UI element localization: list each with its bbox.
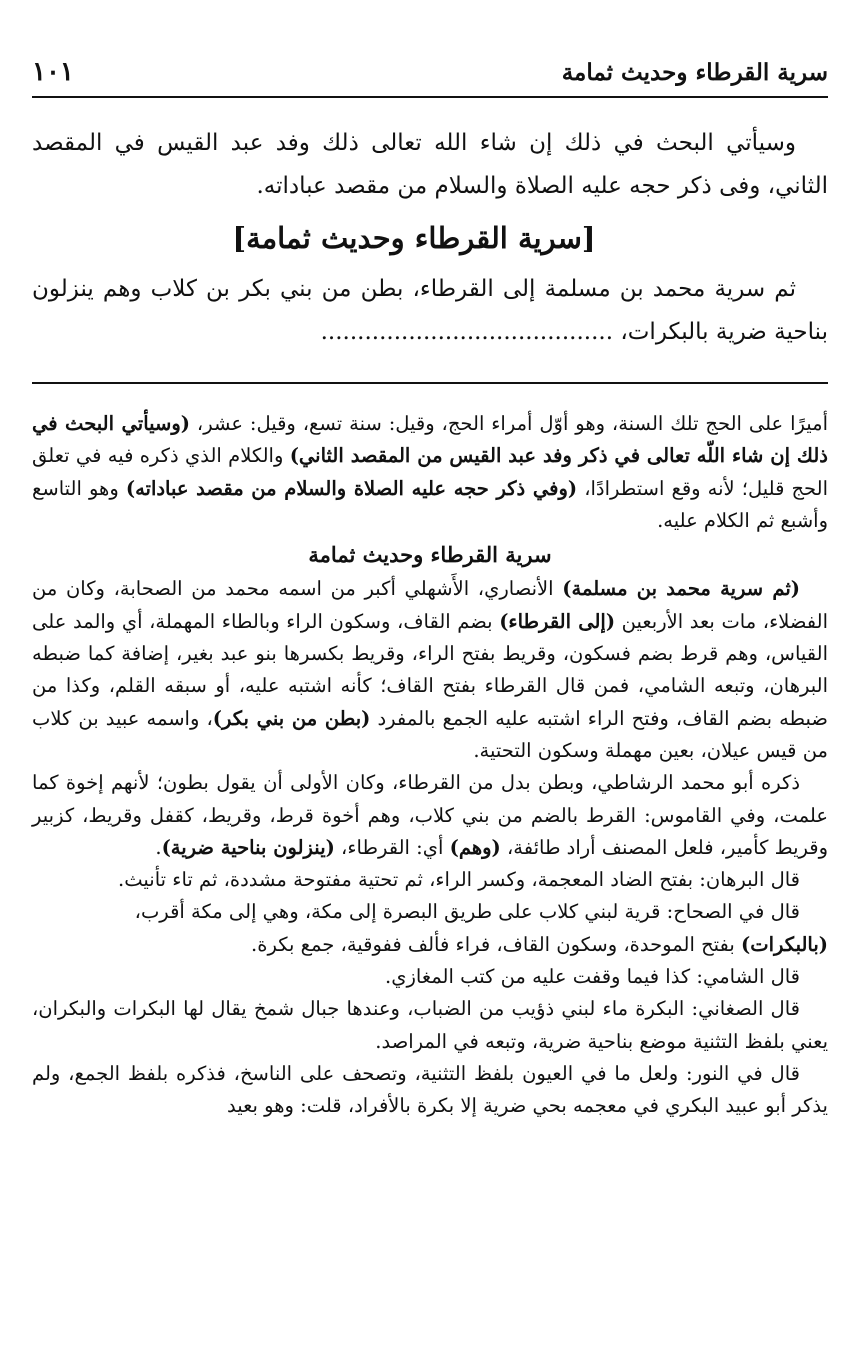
commentary-text-run: والكلام الذي ذكره فيه في تعلق الحج قليل؛ لأنه وقع استطرادًا،	[32, 444, 829, 500]
running-title: سرية القرطاء وحديث ثمامة	[561, 58, 828, 86]
page-header	[32, 52, 828, 92]
commentary-paragraph-7: قال الشامي: كذا فيما وقفت عليه من كتب المغازي.	[385, 965, 800, 989]
quoted-matn: (إلى القرطاء)	[499, 609, 616, 633]
commentary-text-run: ، واسمه عبيد بن كلاب من قيس عيلان، بعين مهملة وسكون التحتية.	[32, 706, 828, 762]
commentary-text-run: أميرًا على الحج تلك السنة، وهو أوّل أمراء الحج، وقيل: سنة تسع، وقيل: عشر،	[190, 412, 828, 435]
commentary-text-run: بفتح الموحدة، وسكون القاف، فراء فألف ففوقية، جمع بكرة.	[251, 932, 742, 956]
commentary-paragraph-1	[32, 408, 828, 537]
commentary-paragraph-5: قال في الصحاح: قرية لبني كلاب على طريق البصرة إلى مكة، وهي إلى مكة أقرب،	[134, 900, 800, 924]
commentary-paragraph-8: قال الصغاني: البكرة ماء لبني ذؤيب من الضباب، وعندها جبال شمخ يقال لها البكرات والبكران، يعني بلفظ التثنية موضع بناحية ضرية، وتبعه في المراصد.	[32, 997, 828, 1053]
commentary-text	[32, 408, 828, 1123]
commentary-text-run: .	[155, 835, 162, 859]
commentary-sub-heading: سرية القرطاء وحديث ثمامة	[308, 542, 552, 568]
quoted-matn: (وفي ذكر حجه عليه الصلاة والسلام من مقصد عباداته)	[125, 476, 578, 500]
commentary-text-run: أي: القرطاء،	[334, 835, 450, 859]
quoted-matn: (بالبكرات)	[741, 932, 828, 956]
commentary-paragraph-4: قال البرهان: بفتح الضاد المعجمة، وكسر الراء، ثم تحتية مفتوحة مشددة، ثم تاء تأنيث.	[118, 868, 800, 892]
commentary-text-run: ذكره أبو محمد الرشاطي، وبطن بدل من القرطاء، وكان الأولى أن يقول بطون؛ لأنهم إخوة كما علمت، وفي القاموس: القرط بالضم من بني كلاب، وهم أخوة قرط، وقريط، كقفل وقريط، كزبير وقريط كأمير، فلعل المصنف أراد طائفة،	[32, 771, 828, 859]
main-text-paragraph-2	[32, 268, 828, 354]
section-heading: [سرية القرطاء وحديث ثمامة]	[232, 221, 596, 255]
quoted-matn: (ثم سرية محمد بن مسلمة)	[562, 577, 800, 601]
quoted-matn: (وهم)	[449, 835, 501, 859]
quoted-matn: (ينزلون بناحية ضرية)	[161, 835, 335, 859]
footnote-rule	[32, 382, 828, 384]
commentary-text-run: وهو التاسع وأشبع ثم الكلام عليه.	[32, 476, 828, 532]
quoted-matn: (بطن من بني بكر)	[212, 706, 371, 730]
commentary-text-run: بضم القاف، وسكون الراء وبالطاء المهملة، أي والمد على القياس، وهم قرط بضم فسكون، وقريط بفتح الراء، وقريط بكسرها بنو عبد بغير، إضافة كما ضبطه البرهان، وتبعه الشامي، فمن قال القرطاء بفتح القاف؛ كأنه اشتبه عليه، أو سبقه القلم، وكذا من ضبطه بضم القاف، وفتح الراء اشتبه عليه الجمع بالمفرد	[32, 609, 828, 730]
main-text-paragraph-1: وسيأتي البحث في ذلك إن شاء الله تعالى ذلك وفد عبد القيس في المقصد الثاني، وفى ذكر حجه عليه الصلاة والسلام من مقصد عباداته.	[32, 130, 828, 199]
quoted-matn: (وسيأتي البحث في ذلك إن شاء اللّه تعالى في ذكر وفد عبد القيس من المقصد الثاني)	[32, 412, 828, 468]
commentary-paragraph-3	[32, 767, 828, 864]
page-number: ١٠١	[32, 57, 74, 87]
header-rule	[32, 96, 828, 98]
commentary-text-run: الأنصاري، الأَشهلي أكبر من اسمه محمد من الصحابة، وكان من الفضلاء، مات بعد الأربعين	[32, 577, 829, 633]
commentary-paragraph-2	[32, 573, 828, 767]
ellipsis-dots: ........................................	[320, 319, 614, 345]
main-text-paragraph-2-text: ثم سرية محمد بن مسلمة إلى القرطاء، بطن من بني بكر بن كلاب وهم ينزلون بناحية ضرية بالبكرات،	[32, 276, 828, 345]
commentary-paragraph-9: قال في النور: ولعل ما في العيون بلفظ التثنية، وتصحف على الناسخ، فذكره بلفظ الجمع، ولم يذكر أبو عبيد البكري في معجمه بحي ضرية إلا بكرة بالأفراد، قلت: وهو بعيد	[32, 1061, 828, 1118]
commentary-paragraph-6	[32, 929, 828, 961]
main-text	[32, 122, 828, 354]
